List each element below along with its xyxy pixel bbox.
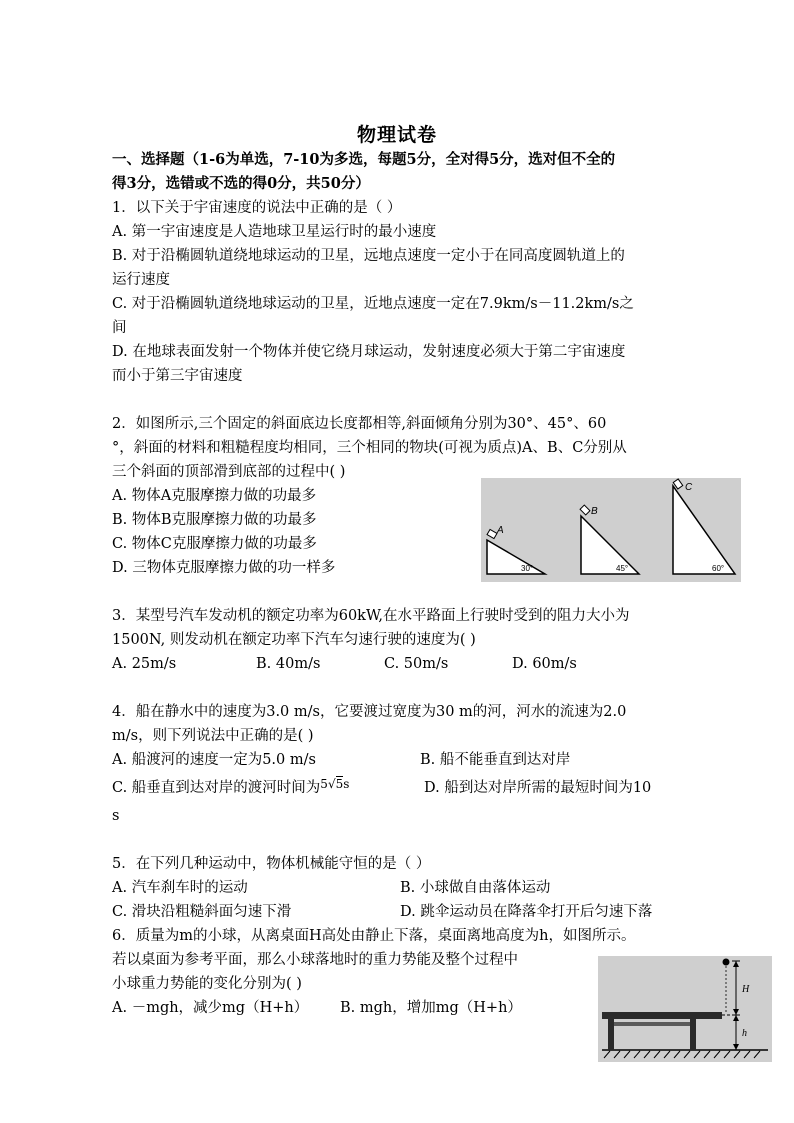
q1-option-b-line2: 运行速度 [112, 272, 170, 288]
q4-option-b: B. 船不能垂直到达对岸 [420, 752, 571, 768]
q6-stem-line3: 小球重力势能的变化分别为( ) [112, 976, 302, 992]
q5-option-b: B. 小球做自由落体运动 [400, 880, 551, 896]
q1-option-d-line2: 而小于第三宇宙速度 [112, 368, 243, 384]
label-a: A [497, 525, 504, 536]
incline-figure [481, 478, 741, 582]
q4-option-c-unit: s [343, 777, 350, 791]
q2-option-b: B. 物体B克服摩擦力做的功最多 [112, 512, 317, 528]
q3-option-d: D. 60m/s [512, 656, 577, 672]
table-leg-left [608, 1019, 614, 1050]
q5-option-a: A. 汽车刹车时的运动 [112, 880, 248, 896]
q6-option-a: A. －mgh，减少mg（H+h） [112, 1000, 309, 1016]
label-b: B [591, 506, 598, 517]
q5-option-d: D. 跳伞运动员在降落伞打开后匀速下落 [400, 904, 653, 920]
angle-60-label: 60° [712, 564, 725, 573]
q4-option-a: A. 船渡河的速度一定为5.0 m/s [112, 752, 316, 768]
section-header-line2: 得3分，选错或不选的得0分，共50分） [112, 175, 370, 192]
q3-stem-line1: 3．某型号汽车发动机的额定功率为60kW,在水平路面上行驶时受到的阻力大小为 [112, 608, 630, 624]
q3-option-c: C. 50m/s [384, 656, 449, 672]
q3-stem-line2: 1500N, 则发动机在额定功率下汽车匀速行驶的速度为( ) [112, 632, 476, 648]
q2-stem-line2: °，斜面的材料和粗糙程度均相同，三个相同的物块(可视为质点)A、B、C分别从 [112, 440, 627, 456]
q2-option-a: A. 物体A克服摩擦力做的功最多 [112, 488, 317, 504]
table-top [602, 1012, 722, 1019]
q4-stem-line2: m/s，则下列说法中正确的是( ) [112, 728, 314, 744]
radical-icon: √ [327, 777, 336, 791]
q2-stem-line1: 2．如图所示,三个固定的斜面底边长度都相等,斜面倾角分别为30°、45°、60 [112, 416, 607, 432]
label-small-h: h [742, 1028, 747, 1039]
q4-option-c-text: C. 船垂直到达对岸的渡河时间为 [112, 780, 321, 796]
q4-option-c-coef: 5 [320, 777, 328, 791]
q4-option-c [112, 778, 349, 798]
q4-option-c-radicand: 5 [335, 777, 344, 791]
q6-stem-line2: 若以桌面为参考平面，那么小球落地时的重力势能及整个过程中 [112, 952, 518, 968]
angle-30-label: 30° [521, 564, 534, 573]
q1-option-d-line1: D. 在地球表面发射一个物体并使它绕月球运动，发射速度必须大于第二宇宙速度 [112, 344, 626, 360]
q5-option-c: C. 滑块沿粗糙斜面匀速下滑 [112, 904, 292, 920]
q4-option-d-line2: s [112, 808, 120, 824]
angle-45-label: 45° [616, 564, 629, 573]
q3-option-b: B. 40m/s [256, 656, 321, 672]
q3-option-a: A. 25m/s [112, 656, 177, 672]
section-header-line1: 一、选择题（1-6为单选，7-10为多选，每题5分，全对得5分，选对但不全的 [112, 151, 616, 168]
q1-option-b-line1: B. 对于沿椭圆轨道绕地球运动的卫星，远地点速度一定小于在同高度圆轨道上的 [112, 248, 625, 264]
q1-option-c-line1: C. 对于沿椭圆轨道绕地球运动的卫星，近地点速度一定在7.9km/s－11.2km/s之 [112, 296, 634, 312]
label-big-h: H [742, 984, 750, 995]
q1-stem: 1．以下关于宇宙速度的说法中正确的是（ ） [112, 200, 402, 216]
q2-option-d: D. 三物体克服摩擦力做的功一样多 [112, 560, 336, 576]
q4-stem-line1: 4．船在静水中的速度为3.0 m/s，它要渡过宽度为30 m的河，河水的流速为2.0 [112, 704, 627, 720]
q2-option-c: C. 物体C克服摩擦力做的功最多 [112, 536, 317, 552]
ball [723, 959, 730, 966]
page-title: 物理试卷 [356, 124, 437, 146]
q6-option-b: B. mgh，增加mg（H+h） [340, 1000, 522, 1016]
q1-option-a: A. 第一宇宙速度是人造地球卫星运行时的最小速度 [112, 224, 437, 240]
q6-stem-line1: 6．质量为m的小球，从离桌面H高处由静止下落，桌面离地高度为h，如图所示。 [112, 928, 636, 944]
table-ball-figure [598, 956, 772, 1062]
q1-option-c-line2: 间 [112, 320, 127, 336]
table-leg-right [690, 1019, 696, 1050]
q4-option-d-line1: D. 船到达对岸所需的最短时间为10 [424, 780, 652, 796]
q2-stem-line3: 三个斜面的顶部滑到底部的过程中( ) [112, 464, 346, 480]
label-c: C [685, 482, 693, 493]
q5-stem: 5．在下列几种运动中，物体机械能守恒的是（ ） [112, 856, 431, 872]
